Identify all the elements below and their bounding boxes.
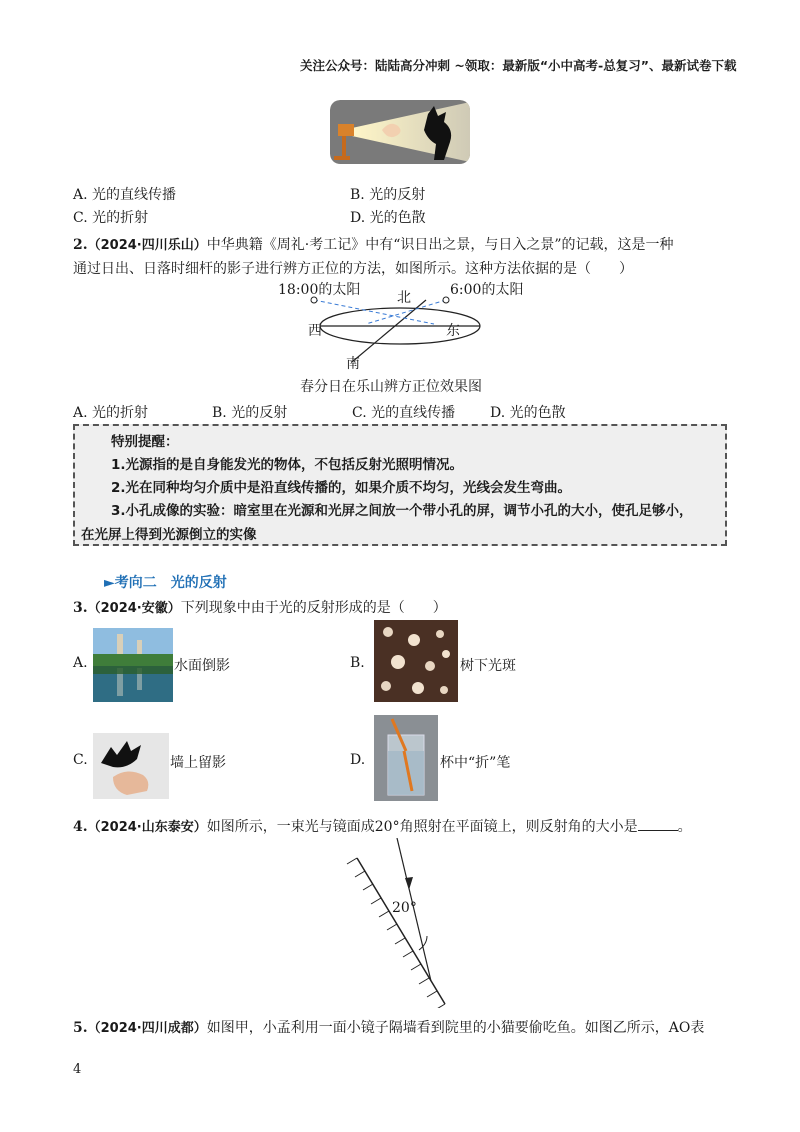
reminder-point-3b: 在光屏上得到光源倒立的实像 (81, 527, 257, 543)
q2-text1: 中华典籍《周礼·考工记》中有“识日出之景，与日入之景”的记载，这是一种 (206, 237, 674, 253)
q3-option-a-letter: A. (73, 655, 88, 671)
q3-stem (73, 597, 447, 617)
reminder-box (73, 424, 727, 546)
q1-option-b: B. 光的反射 (350, 187, 426, 203)
q3-option-d-caption: 杯中“折”笔 (440, 755, 511, 771)
q3-option-a-image (93, 628, 173, 702)
q3-option-a-caption: 水面倒影 (174, 658, 230, 674)
q3-number: 3. (73, 600, 88, 616)
q3-option-c-caption: 墙上留影 (170, 755, 226, 771)
q5-number: 5. (73, 1020, 88, 1036)
q2-option-b: B. 光的反射 (212, 405, 288, 421)
q2-south-label: 南 (346, 356, 360, 372)
q3-option-c-letter: C. (73, 752, 88, 768)
q4-stem (73, 816, 692, 836)
q1-option-c: C. 光的折射 (73, 210, 149, 226)
q3-source: （2024·安徽） (87, 601, 181, 616)
q2-west-label: 西 (308, 323, 322, 339)
reminder-point-3a: 3.小孔成像的实验：暗室里在光源和光屏之间放一个带小孔的屏，调节小孔的大小，使孔足够小， (111, 503, 693, 519)
q1-option-a: A. 光的直线传播 (73, 187, 177, 203)
q2-stem-line2: 通过日出、日落时细杆的影子进行辨方正位的方法，如图所示。这种方法依据的是（ ） (73, 261, 633, 277)
q5-stem (73, 1017, 704, 1037)
q3-option-c-image (93, 733, 169, 799)
q4-answer-blank[interactable] (638, 818, 678, 831)
q2-figure-caption: 春分日在乐山辨方正位效果图 (300, 379, 482, 395)
q3-option-b-image (374, 620, 458, 702)
shadow-puppet-image (330, 100, 470, 164)
q2-number: 2. (73, 237, 88, 253)
q5-text: 如图甲，小孟利用一面小镜子隔墙看到院里的小猫要偷吃鱼。如图乙所示，AO表 (206, 1020, 705, 1036)
q2-option-a: A. 光的折射 (73, 405, 149, 421)
q4-number: 4. (73, 819, 88, 835)
q3-text: 下列现象中由于光的反射形成的是（ ） (180, 600, 447, 616)
q2-east-label: 东 (446, 323, 460, 339)
q3-option-d-letter: D. (350, 752, 366, 768)
q1-option-d: D. 光的色散 (350, 210, 426, 226)
q2-north-label: 北 (397, 290, 411, 306)
q2-sun-left-label: 18:00的太阳 (278, 282, 361, 298)
q4-text-c: 。 (677, 819, 692, 835)
q3-option-b-letter: B. (350, 655, 365, 671)
q4-source: （2024·山东泰安） (87, 820, 207, 835)
q3-option-d-image (374, 715, 438, 801)
reminder-title: 特别提醒： (111, 434, 179, 450)
q4-angle: 20° (374, 819, 400, 835)
page-number: 4 (73, 1062, 82, 1077)
q3-option-b-caption: 树下光斑 (460, 658, 516, 674)
reminder-point-1: 1.光源指的是自身能发光的物体，不包括反射光照明情况。 (111, 457, 464, 473)
q4-text-b: 角照射在平面镜上，则反射角的大小是 (399, 819, 638, 835)
q2-option-d: D. 光的色散 (490, 405, 566, 421)
q5-source: （2024·四川成都） (87, 1021, 207, 1036)
q2-sun-right-label: 6:00的太阳 (450, 282, 524, 298)
q2-source: （2024·四川乐山） (87, 238, 207, 253)
q2-option-c: C. 光的直线传播 (352, 405, 456, 421)
page-header: 关注公众号：陆陆高分冲刺 ~领取：最新版“小中高考-总复习”、最新试卷下载 (300, 58, 737, 73)
q4-text-a: 如图所示，一束光与镜面成 (206, 819, 375, 835)
q4-mirror-diagram (345, 838, 455, 1008)
q2-stem-line1 (73, 234, 674, 254)
q4-figure-angle-label: 20° (392, 900, 417, 916)
section-heading: ►考向二 光的反射 (104, 575, 227, 591)
reminder-point-2: 2.光在同种均匀介质中是沿直线传播的，如果介质不均匀，光线会发生弯曲。 (111, 480, 572, 496)
